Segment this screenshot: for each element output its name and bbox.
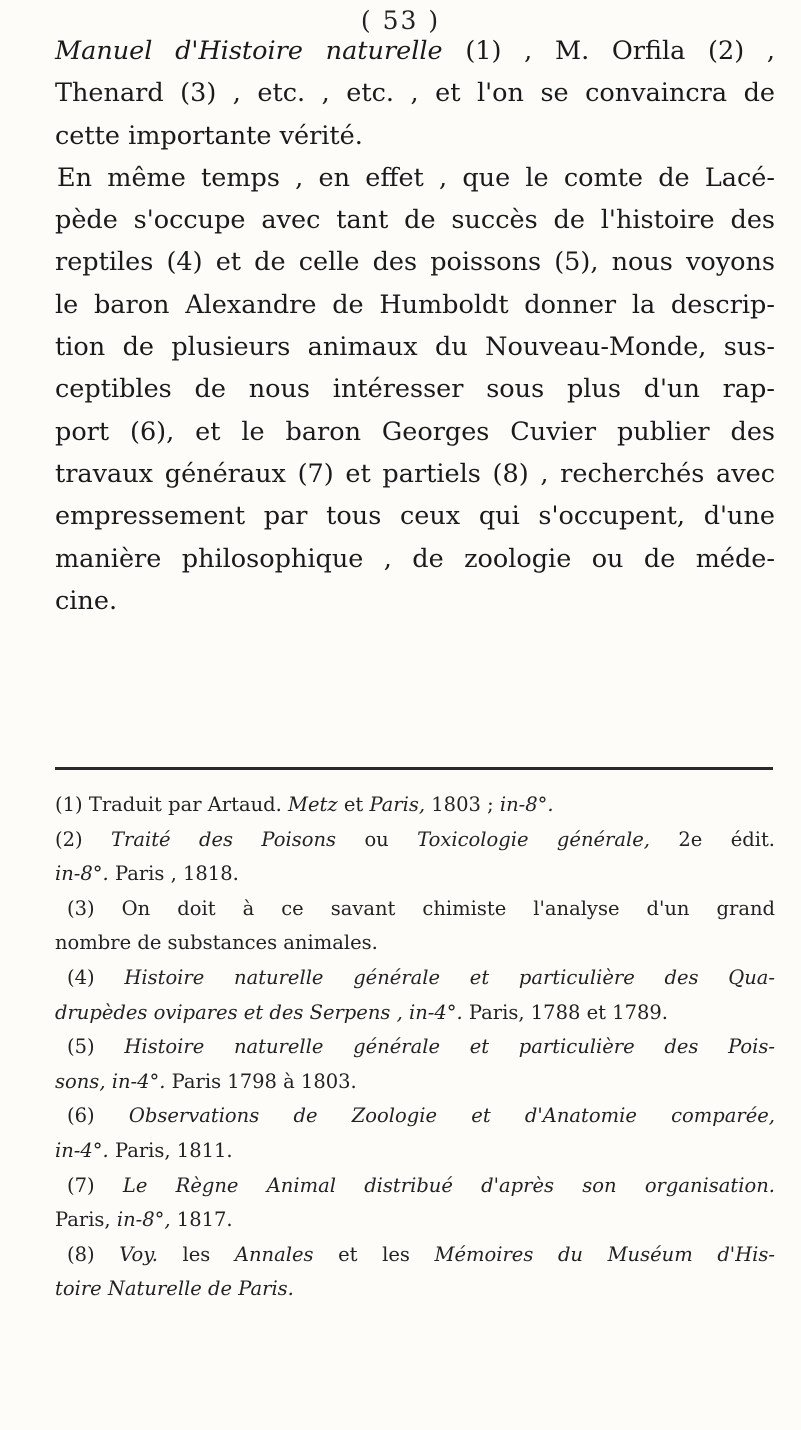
footnote-8 <box>55 1238 775 1273</box>
main-text <box>55 30 775 622</box>
footnote-6-cont <box>55 1134 775 1169</box>
footnote-5-cont <box>55 1065 775 1100</box>
footnote-2-cont <box>55 857 775 892</box>
footnote-italic: in-8°. <box>55 862 109 886</box>
footnote-7 <box>55 1169 775 1204</box>
text-line <box>55 30 775 72</box>
footnote-1 <box>55 788 775 823</box>
footnote-italic: Histoire naturelle générale et particulière des Qua- <box>124 965 775 989</box>
footnote-text: (2) <box>55 827 112 851</box>
footnote-2 <box>55 823 775 858</box>
footnote-text: 1817. <box>170 1208 233 1232</box>
footnote-italic: in-8°, <box>116 1208 171 1232</box>
text-line: le baron Alexandre de Humboldt donner la descrip- <box>55 289 775 320</box>
footnote-8-cont: toire Naturelle de Paris. <box>55 1277 294 1301</box>
footnote-text: et <box>337 793 370 816</box>
footnote-italic: Le Règne Animal distribué d'après son organisation. <box>122 1173 775 1197</box>
footnote-italic: Annales <box>234 1242 314 1266</box>
footnote-text: les <box>157 1242 235 1266</box>
text-line: port (6), et le baron Georges Cuvier publier des <box>55 416 775 447</box>
footnote-3: (3) On doit à ce savant chimiste l'analyse d'un grand <box>67 896 775 920</box>
book-title: Manuel d'Histoire naturelle <box>55 36 443 66</box>
footnote-italic: Mémoires du Muséum d'His- <box>434 1242 775 1266</box>
text-line: empressement par tous ceux qui s'occupent, d'une <box>55 501 775 532</box>
footnote-italic: drupèdes ovipares et des Serpens , in-4°. <box>55 1000 463 1024</box>
text-line: cine. <box>55 585 118 616</box>
footnote-text: (6) <box>67 1104 129 1128</box>
footnote-italic: Voy. <box>119 1242 158 1266</box>
footnote-text: Paris, <box>55 1208 117 1232</box>
paragraph-start: En même temps , en effet , que le comte de Lacé- <box>57 162 775 193</box>
text-line: reptiles (4) et de celle des poissons (5), nous voyons <box>55 247 775 278</box>
footnote-italic: sons, in-4°. <box>55 1069 166 1093</box>
footnote-text: (8) <box>67 1242 120 1266</box>
footnote-text: Paris 1798 à 1803. <box>165 1069 357 1093</box>
footnote-italic: Traité des Poisons <box>111 827 337 851</box>
footnote-text: (1) Traduit par Artaud. <box>55 793 289 816</box>
footnote-italic: Paris, <box>369 793 426 816</box>
text-line: tion de plusieurs animaux du Nouveau-Monde, sus- <box>55 332 775 363</box>
footnote-text: (5) <box>67 1035 125 1059</box>
footnote-7-cont <box>55 1203 775 1238</box>
footnote-italic: Histoire naturelle générale et particulière des Pois- <box>124 1035 775 1059</box>
footnote-italic: Observations de Zoologie et d'Anatomie comparée, <box>128 1104 775 1128</box>
text-line: ceptibles de nous intéresser sous plus d'un rap- <box>55 374 775 405</box>
text-fragment: (1) , M. Orfila (2) , <box>442 36 775 66</box>
text-line: cette importante vérité. <box>55 120 363 151</box>
footnote-text: 2e édit. <box>649 827 776 851</box>
text-line: manière philosophique , de zoologie ou de méde- <box>55 543 775 574</box>
footnote-6 <box>55 1099 775 1134</box>
footnote-5 <box>55 1030 775 1065</box>
footnote-italic: Metz <box>288 793 338 816</box>
footnote-italic: in-8°. <box>499 793 554 816</box>
page-number: ( 53 ) <box>360 6 441 35</box>
text-line: travaux généraux (7) et partiels (8) , recherchés avec <box>55 458 775 489</box>
footnote-text: Paris, 1811. <box>108 1138 233 1162</box>
footnote-text: (7) <box>67 1173 123 1197</box>
footnote-3-cont: nombre de substances animales. <box>55 931 378 955</box>
footnote-text: (4) <box>67 965 125 989</box>
footnote-4-cont <box>55 996 775 1031</box>
footnote-4 <box>55 961 775 996</box>
footnote-text: ou <box>336 827 418 851</box>
footnote-divider <box>55 767 773 770</box>
footnote-italic: in-4°. <box>55 1138 109 1162</box>
footnotes <box>55 788 775 1307</box>
footnote-italic: Toxicologie générale, <box>417 827 650 851</box>
footnote-text: 1803 ; <box>425 793 500 816</box>
text-line: Thenard (3) , etc. , etc. , et l'on se convaincra de <box>55 78 775 109</box>
footnote-text: et les <box>313 1242 435 1266</box>
footnote-text: Paris, 1788 et 1789. <box>462 1000 668 1024</box>
footnote-text: Paris , 1818. <box>108 862 239 886</box>
text-line: pède s'occupe avec tant de succès de l'histoire des <box>55 205 775 236</box>
